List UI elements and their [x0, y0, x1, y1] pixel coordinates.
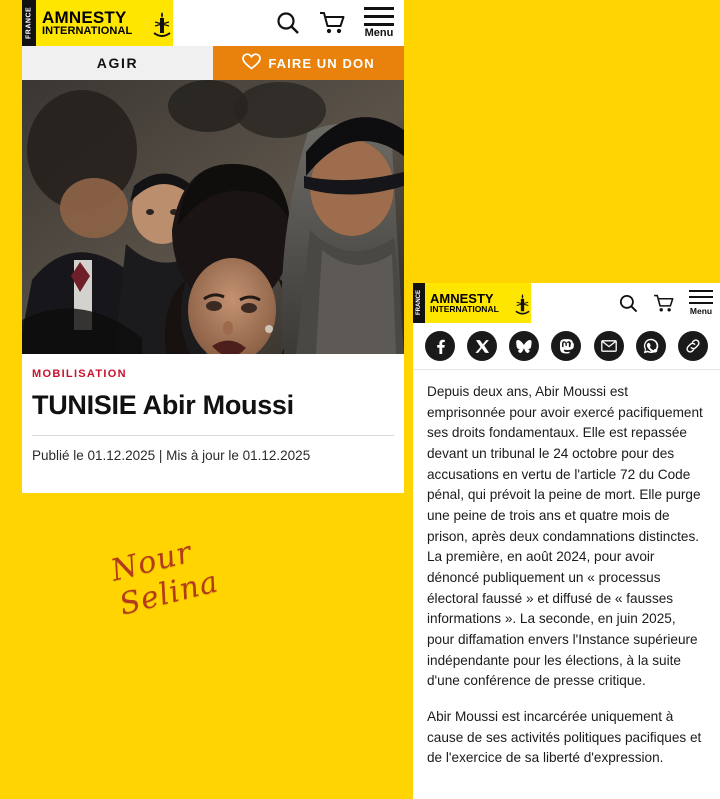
- amnesty-logo-secondary[interactable]: [413, 283, 531, 323]
- search-icon[interactable]: [275, 10, 301, 36]
- header-icon-group-secondary: [618, 290, 720, 317]
- donate-label: FAIRE UN DON: [268, 55, 375, 71]
- shopping-cart-icon-secondary[interactable]: [653, 294, 675, 313]
- logo-line-2-secondary: INTERNATIONAL: [430, 304, 499, 315]
- logo-wordmark: [36, 0, 151, 46]
- hamburger-menu-icon-secondary[interactable]: [689, 290, 713, 317]
- article-continuation-panel: [413, 283, 720, 799]
- copy-link-icon[interactable]: [678, 331, 708, 361]
- hamburger-menu-icon[interactable]: [364, 7, 394, 39]
- headline-country: TUNISIE: [32, 390, 137, 420]
- logo-line-1: AMNESTY: [42, 7, 127, 27]
- header-icon-group: [275, 7, 404, 39]
- article-hero-photo: [22, 80, 404, 354]
- burger-lines-secondary: [689, 290, 713, 293]
- paragraph-2: Abir Moussi est incarcérée uniquement à cause de ses activités politiques pacifiques et de l'exercice de sa liberté d'expression.: [427, 708, 702, 766]
- page-title: [32, 390, 394, 421]
- bluesky-share-icon[interactable]: [509, 331, 539, 361]
- share-bar: [413, 323, 720, 370]
- agir-button[interactable]: AGIR: [22, 46, 213, 80]
- search-icon-secondary[interactable]: [618, 293, 639, 314]
- menu-label: Menu: [364, 27, 394, 39]
- donate-button[interactable]: [213, 46, 404, 80]
- menu-label-secondary: Menu: [689, 306, 713, 317]
- handwritten-signature: Nour Selina: [107, 534, 223, 623]
- paragraph-1: Depuis deux ans, Abir Moussi est emprisonnée pour avoir exercé pacifiquement ses droits fondamentaux. Elle est repassée devant un tribunal le 24 octobre pour des accusations en vertu de l'article 72 du Code pénal, qui prévoit la peine de mort. Elle purge une peine de trois ans et quatre mois de prison, après deux condamnations distinctes. La première, en août 2024, pour avoir dénoncé publiquement un « processus électoral faussé » et diffusé de « fausses informations ». La seconde, en juin 2025, pour diffamation envers l'Instance supérieure indépendante pour les élections, à la suite d'une conférence de presse critique.: [427, 384, 703, 689]
- logo-wordmark-secondary: [425, 283, 513, 323]
- amnesty-logo[interactable]: [22, 0, 173, 46]
- amnesty-candle-barbed-wire-icon-secondary: [513, 283, 531, 323]
- facebook-share-icon[interactable]: [425, 331, 455, 361]
- article-screenshot-panel: [22, 0, 404, 493]
- site-header: [22, 0, 404, 46]
- action-bar: [22, 46, 404, 80]
- burger-lines: [364, 7, 394, 10]
- headline-name: Abir Moussi: [142, 390, 294, 420]
- mastodon-share-icon[interactable]: [551, 331, 581, 361]
- article-dateline: Publié le 01.12.2025 | Mis à jour le 01.12.2025: [32, 435, 394, 475]
- article-text-block: [22, 354, 404, 475]
- email-share-icon[interactable]: [594, 331, 624, 361]
- logo-line-1-secondary: AMNESTY: [430, 291, 494, 307]
- article-kicker: MOBILISATION: [32, 368, 127, 380]
- country-tab-label: FRANCE: [22, 0, 36, 46]
- shopping-cart-icon[interactable]: [319, 11, 346, 35]
- site-header-secondary: [413, 283, 720, 323]
- article-continuation-text: [413, 370, 720, 769]
- logo-line-2: INTERNATIONAL: [42, 25, 133, 38]
- x-twitter-share-icon[interactable]: [467, 331, 497, 361]
- amnesty-candle-barbed-wire-icon: [151, 0, 173, 46]
- country-tab-label-secondary: FRANCE: [413, 283, 425, 323]
- heart-icon: [242, 53, 261, 73]
- whatsapp-share-icon[interactable]: [636, 331, 666, 361]
